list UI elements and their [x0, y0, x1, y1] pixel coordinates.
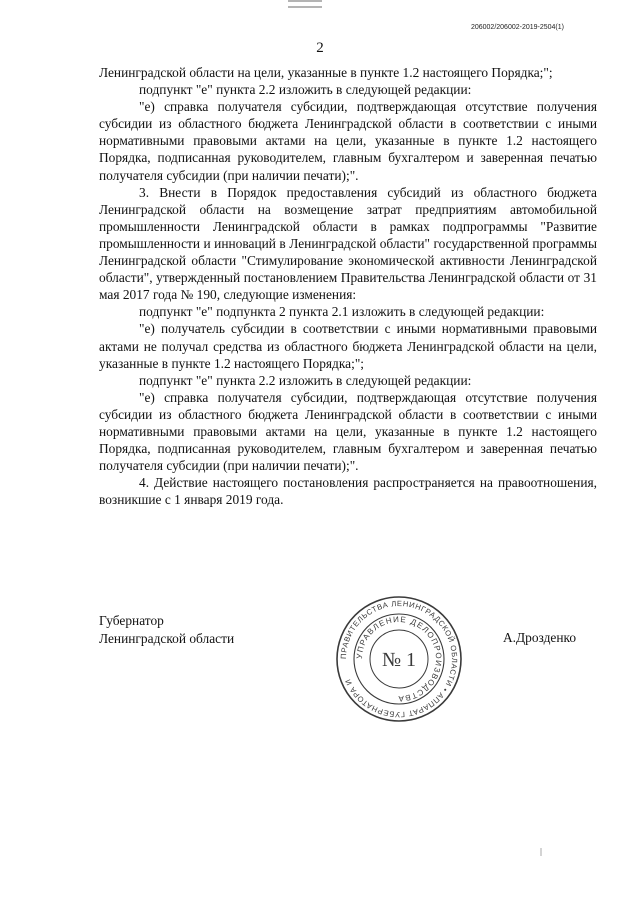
official-seal	[334, 594, 464, 724]
seal-ring-text: ПРАВИТЕЛЬСТВА ЛЕНИНГРАДСКОЙ ОБЛАСТИ • АППАРАТ ГУБЕРНАТОРА И	[338, 598, 460, 720]
seal-inner-text: УПРАВЛЕНИЕ ДЕЛОПРОИЗВОДСТВА	[354, 614, 444, 704]
signatory-name: А.Дрозденко	[503, 630, 577, 645]
signatory-title	[99, 612, 234, 648]
paragraph: "е) справка получателя субсидии, подтверждающая отсутствие получения субсидии из областного бюджета Ленинградской области в соответствии с иными нормативными правовыми актами на цели, указанные в пункте 1.2 настоящего Порядка, подписанная руководителем, главным бухгалтером и заверенная печатью получателя субсидии (при наличии печати);".	[99, 389, 597, 474]
signatory-title-line2: Ленинградской области	[99, 631, 235, 646]
signatory-title-line1: Губернатор	[99, 613, 164, 628]
seal-number: № 1	[381, 649, 417, 671]
scan-mark	[540, 848, 542, 856]
paragraph: 4. Действие настоящего постановления распространяется на правоотношения, возникшие с 1 января 2019 года.	[99, 475, 597, 508]
paragraph: подпункт "е" подпункта 2 пункта 2.1 изложить в следующей редакции:	[139, 304, 545, 320]
paragraph: 3. Внести в Порядок предоставления субсидий из областного бюджета Ленинградской области на возмещение затрат предприятиям автомобильной промышленности Ленинградской области в рамках подпрограммы "Развитие промышленности и инноваций в Ленинградской области" государственной программы Ленинградской области "Стимулирование экономической активности Ленинградской области", утвержденный постановлением Правительства Ленинградской области от 31 мая 2017 года № 190, следующие изменения:	[99, 184, 597, 303]
paragraph: "е) получатель субсидии в соответствии с иными нормативными правовыми актами не получал средства из областного бюджета Ленинградской области на цели, указанные в пункте 1.2 настоящего Порядка;";	[99, 321, 597, 371]
paragraph: подпункт "е" пункта 2.2 изложить в следующей редакции:	[139, 372, 472, 388]
paragraph: "е) справка получателя субсидии, подтверждающая отсутствие получения субсидии из областного бюджета Ленинградской области в соответствии с иными нормативными правовыми актами на цели, указанные в пункте 1.2 настоящего Порядка, подписанная руководителем, главным бухгалтером и заверенная печатью получателя субсидии (при наличии печати);".	[99, 99, 597, 183]
paragraph: Ленинградской области на цели, указанные в пункте 1.2 настоящего Порядка;";	[99, 65, 553, 80]
document-body	[99, 64, 597, 508]
paragraph: подпункт "е" пункта 2.2 изложить в следующей редакции:	[139, 82, 472, 98]
document-id: 206002/206002-2019-2504(1)	[470, 24, 564, 31]
scan-mark	[288, 0, 322, 8]
page-number: 2	[316, 40, 324, 56]
